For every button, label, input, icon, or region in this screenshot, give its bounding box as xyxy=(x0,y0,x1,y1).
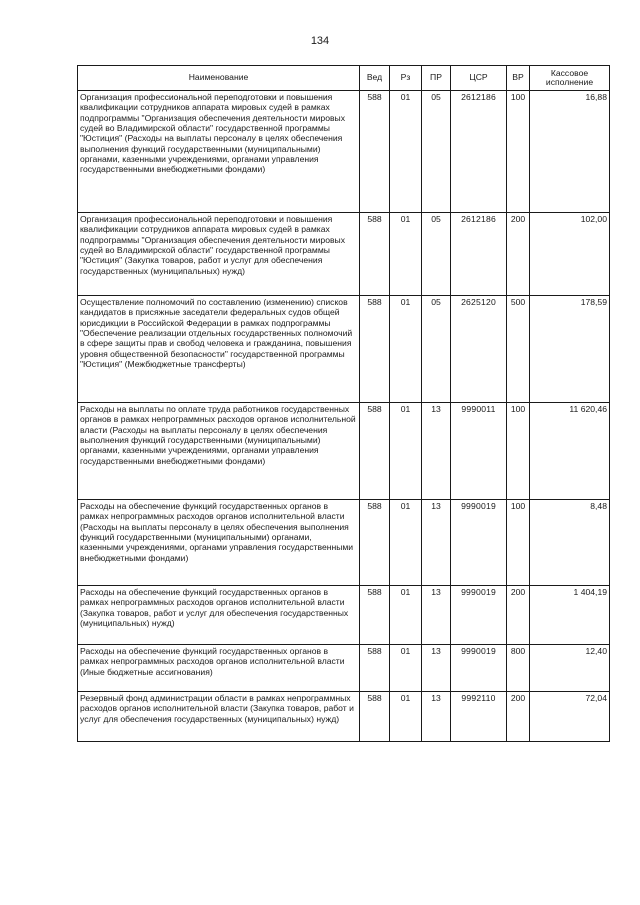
cell-amount: 1 404,19 xyxy=(530,586,610,645)
cell-rz: 01 xyxy=(390,213,422,296)
cell-name: Расходы на выплаты по оплате труда работников государственных органов в рамках непрограммных расходов органов исполнительной власти (Расходы на выплаты персоналу в целях обеспечения выполнения функций государственными (муниципальными) органами, казенными учреждениями, органами управления государственными внебюджетными фондами) xyxy=(78,403,360,500)
cell-name: Организация профессиональной переподготовки и повышения квалификации сотрудников аппарата мировых судей в рамках подпрограммы "Организация обеспечения деятельности мировых судей во Владимирской области" государственной программы "Юстиция" (Закупка товаров, работ и услуг для обеспечения государственных (муниципальных) нужд) xyxy=(78,213,360,296)
cell-rz: 01 xyxy=(390,586,422,645)
cell-rz: 01 xyxy=(390,91,422,213)
header-ved: Вед xyxy=(360,66,390,91)
table-header-row xyxy=(78,66,610,91)
cell-pr: 13 xyxy=(422,645,451,692)
cell-vr: 200 xyxy=(507,586,530,645)
cell-csr: 2612186 xyxy=(451,91,507,213)
cell-rz: 01 xyxy=(390,500,422,586)
cell-ved: 588 xyxy=(360,213,390,296)
header-name: Наименование xyxy=(78,66,360,91)
cell-name: Резервный фонд администрации области в рамках непрограммных расходов органов исполнительной власти (Закупка товаров, работ и услуг для обеспечения государственных (муниципальных) нужд) xyxy=(78,692,360,742)
page-number: 134 xyxy=(310,35,330,47)
cell-csr: 2612186 xyxy=(451,213,507,296)
cell-ved: 588 xyxy=(360,91,390,213)
cell-pr: 13 xyxy=(422,586,451,645)
cell-csr: 2625120 xyxy=(451,296,507,403)
table-row xyxy=(78,91,610,213)
cell-vr: 500 xyxy=(507,296,530,403)
cell-vr: 100 xyxy=(507,91,530,213)
table-row xyxy=(78,500,610,586)
table-row xyxy=(78,586,610,645)
cell-name: Организация профессиональной переподготовки и повышения квалификации сотрудников аппарата мировых судей в рамках подпрограммы "Организация обеспечения деятельности мировых судей во Владимирской области" государственной программы "Юстиция" (Расходы на выплаты персоналу в целях обеспечения выполнения функций государственными (муниципальными) органами, казенными учреждениями, органами управления государственными внебюджетными фондами) xyxy=(78,91,360,213)
cell-pr: 05 xyxy=(422,213,451,296)
header-vr: ВР xyxy=(507,66,530,91)
table-row xyxy=(78,403,610,500)
table-row xyxy=(78,296,610,403)
cell-amount: 16,88 xyxy=(530,91,610,213)
cell-vr: 100 xyxy=(507,403,530,500)
cell-ved: 588 xyxy=(360,586,390,645)
cell-ved: 588 xyxy=(360,645,390,692)
cell-name: Осуществление полномочий по составлению (изменению) списков кандидатов в присяжные заседатели федеральных судов общей юрисдикции в Российской Федерации в рамках подпрограммы "Обеспечение реализации отдельных государственных полномочий в сфере защиты прав и свобод человека и гражданина, повышения уровня общественной безопасности" государственной программы "Юстиция" (Межбюджетные трансферты) xyxy=(78,296,360,403)
cell-ved: 588 xyxy=(360,403,390,500)
cell-name: Расходы на обеспечение функций государственных органов в рамках непрограммных расходов органов исполнительной власти (Расходы на выплаты персоналу в целях обеспечения выполнения функций государственными (муниципальными) органами, казенными учреждениями, органами управления государственными внебюджетными фондами) xyxy=(78,500,360,586)
cell-amount: 8,48 xyxy=(530,500,610,586)
cell-amount: 72,04 xyxy=(530,692,610,742)
cell-csr: 9992110 xyxy=(451,692,507,742)
cell-name: Расходы на обеспечение функций государственных органов в рамках непрограммных расходов органов исполнительной власти (Иные бюджетные ассигнования) xyxy=(78,645,360,692)
cell-vr: 200 xyxy=(507,692,530,742)
header-pr: ПР xyxy=(422,66,451,91)
budget-execution-table xyxy=(77,65,610,742)
cell-name: Расходы на обеспечение функций государственных органов в рамках непрограммных расходов органов исполнительной власти (Закупка товаров, работ и услуг для обеспечения государственных (муниципальных) нужд) xyxy=(78,586,360,645)
cell-vr: 800 xyxy=(507,645,530,692)
cell-rz: 01 xyxy=(390,645,422,692)
table-row xyxy=(78,692,610,742)
header-amount: Кассовое исполнение xyxy=(530,66,610,91)
table-row xyxy=(78,213,610,296)
cell-csr: 9990019 xyxy=(451,645,507,692)
cell-vr: 100 xyxy=(507,500,530,586)
cell-amount: 11 620,46 xyxy=(530,403,610,500)
cell-vr: 200 xyxy=(507,213,530,296)
cell-ved: 588 xyxy=(360,500,390,586)
cell-ved: 588 xyxy=(360,296,390,403)
cell-amount: 12,40 xyxy=(530,645,610,692)
cell-csr: 9990019 xyxy=(451,500,507,586)
cell-ved: 588 xyxy=(360,692,390,742)
cell-rz: 01 xyxy=(390,692,422,742)
cell-csr: 9990011 xyxy=(451,403,507,500)
table-row xyxy=(78,645,610,692)
cell-amount: 178,59 xyxy=(530,296,610,403)
header-rz: Рз xyxy=(390,66,422,91)
cell-pr: 13 xyxy=(422,500,451,586)
header-csr: ЦСР xyxy=(451,66,507,91)
cell-pr: 13 xyxy=(422,403,451,500)
cell-rz: 01 xyxy=(390,296,422,403)
cell-rz: 01 xyxy=(390,403,422,500)
cell-amount: 102,00 xyxy=(530,213,610,296)
cell-pr: 05 xyxy=(422,296,451,403)
cell-csr: 9990019 xyxy=(451,586,507,645)
cell-pr: 05 xyxy=(422,91,451,213)
cell-pr: 13 xyxy=(422,692,451,742)
